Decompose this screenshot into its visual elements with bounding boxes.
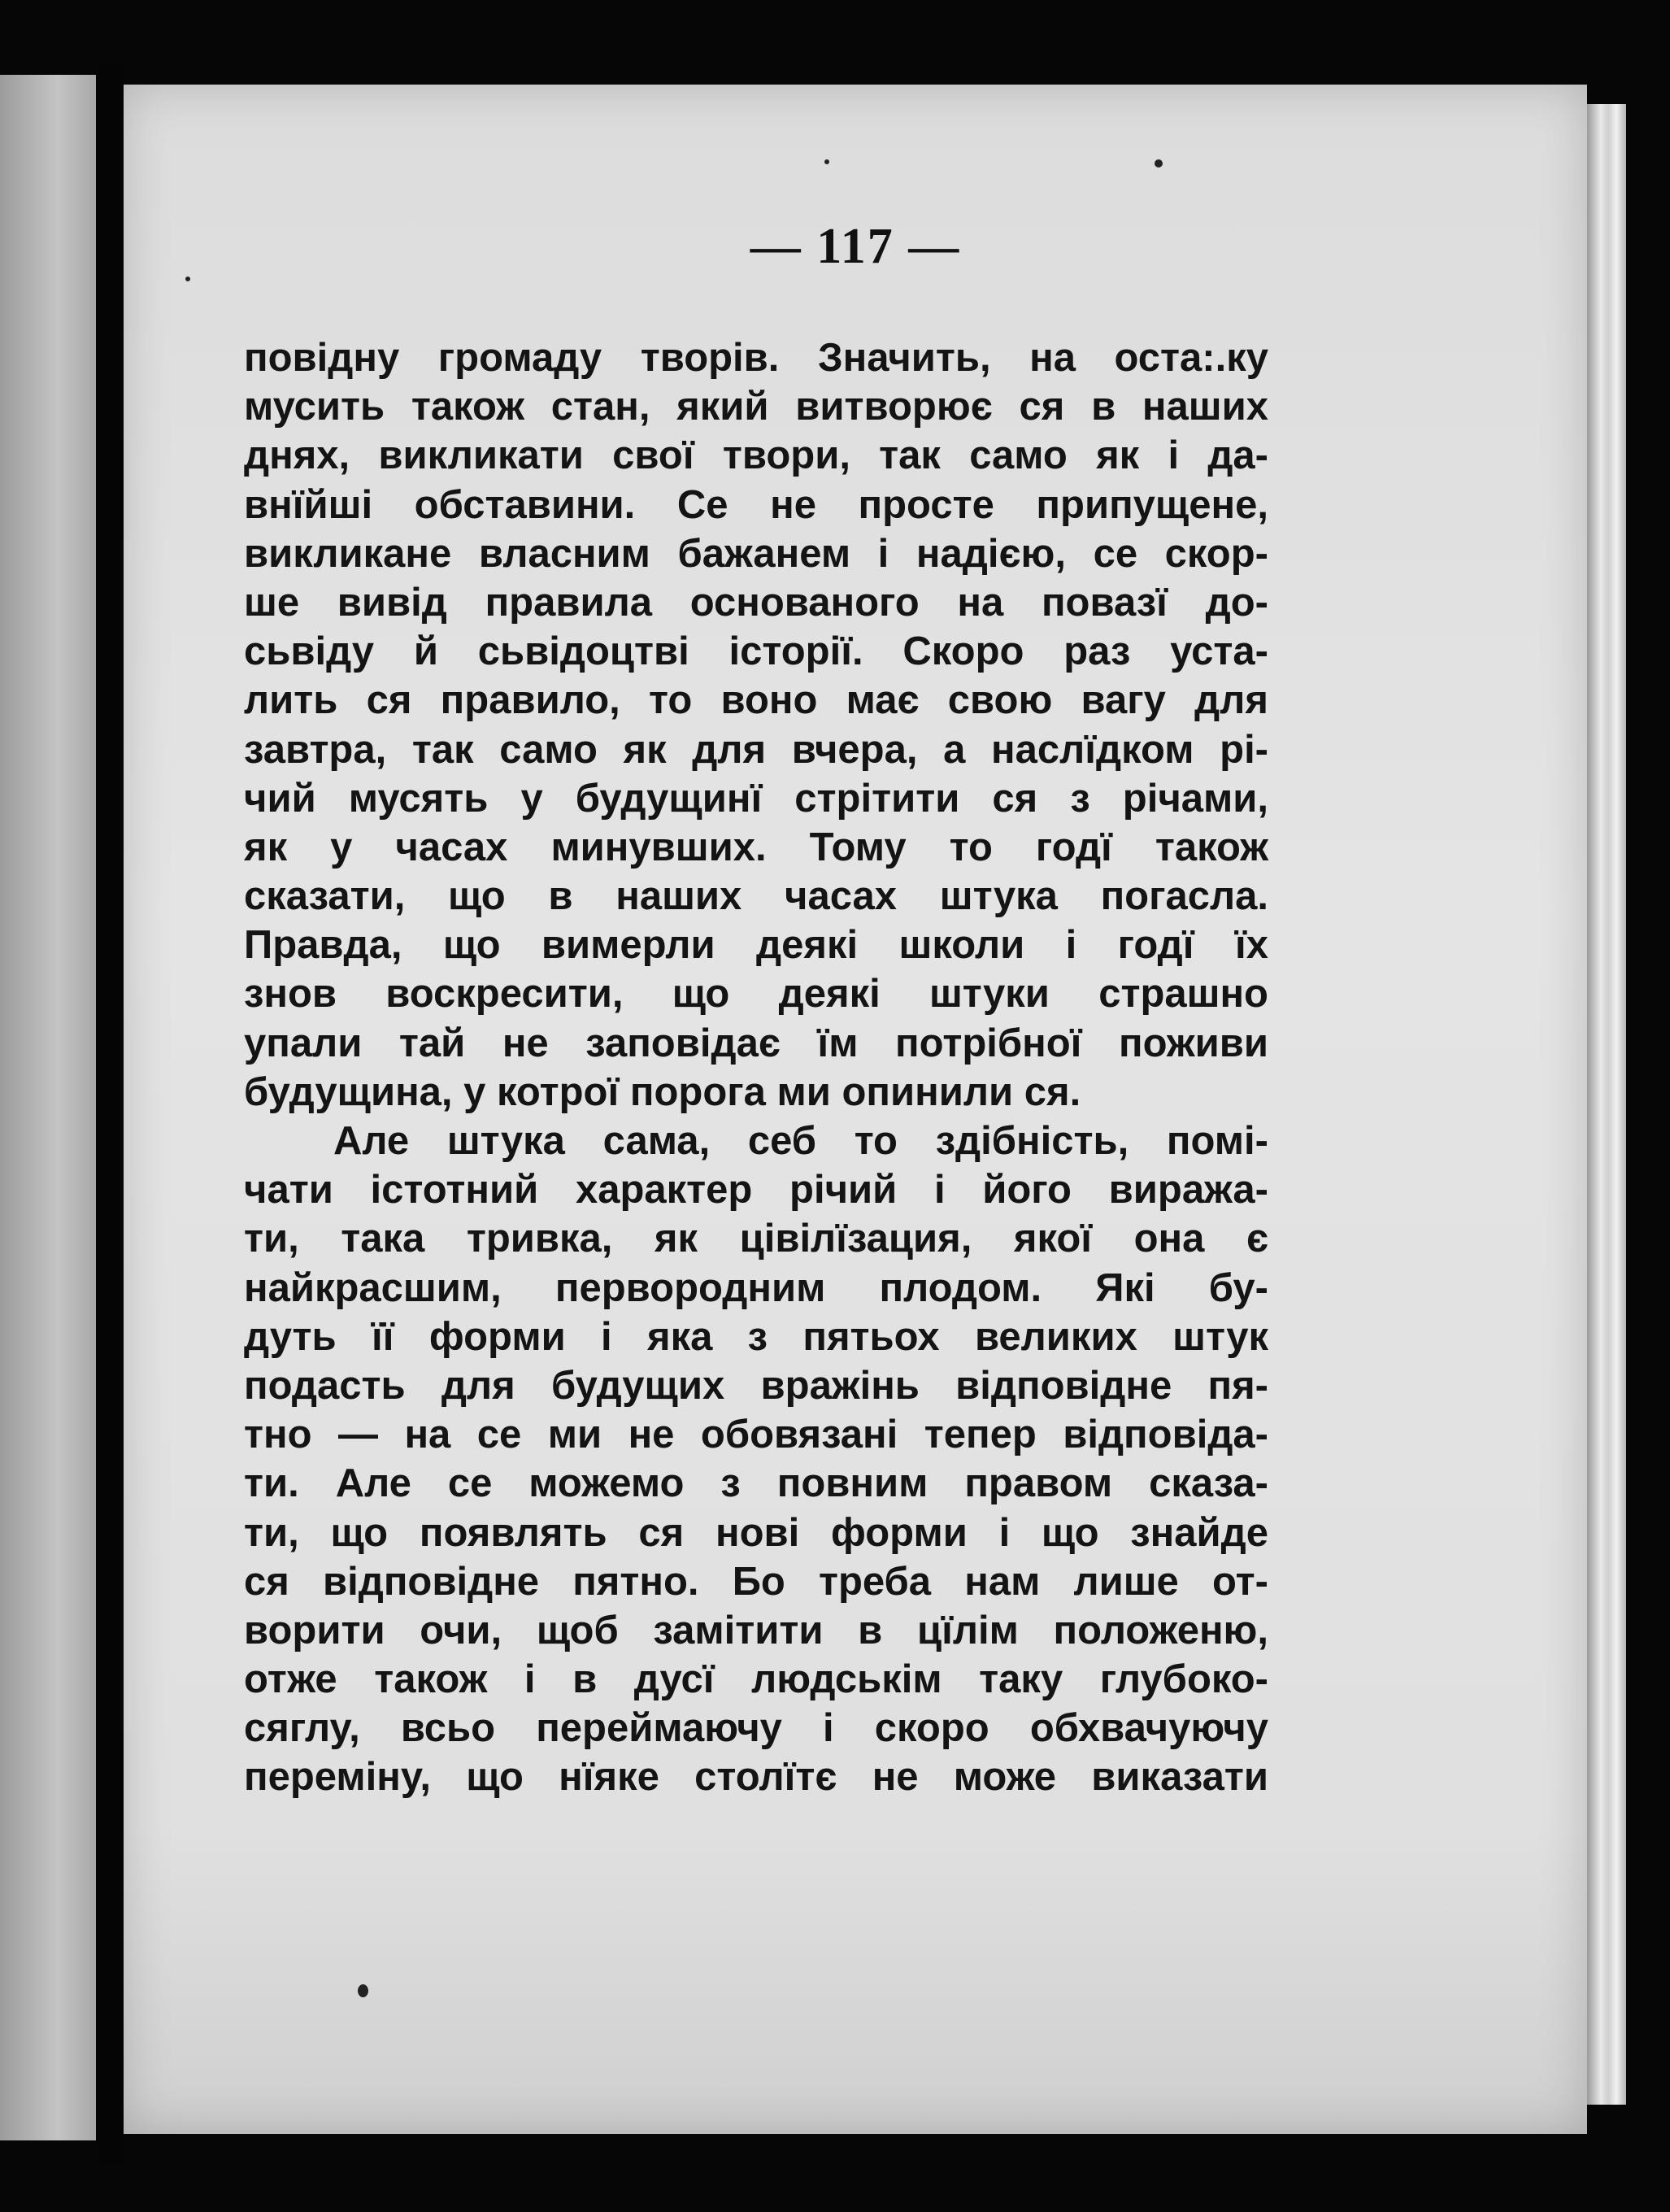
text-line: отже також і в дусї людськім таку глубоко-: [244, 1657, 1268, 1702]
text-line: сказати, що в наших часах штука погасла.: [244, 874, 1268, 919]
text-line: ше вивід правила основаного на повазї до-: [244, 580, 1268, 625]
text-line: як у часах минувших. Тому то годї також: [244, 825, 1268, 869]
right-page-edges: [1587, 104, 1626, 2105]
text-line: повідну громаду творів. Значить, на оста:.ку: [244, 336, 1268, 380]
text-line: ти, що появлять ся нові форми і що знайде: [244, 1510, 1268, 1555]
text-line: лить ся правило, то воно має свою вагу для: [244, 678, 1268, 723]
text-line: переміну, що нїяке столїтє не може виказати: [244, 1755, 1268, 1800]
text-line: дуть її форми і яка з пятьох великих штук: [244, 1314, 1268, 1359]
text-line: Правда, що вимерли деякі школи і годї їх: [244, 923, 1268, 968]
page-number: — 117 —: [750, 219, 961, 274]
text-line: ти. Але се можемо з повним правом сказа-: [244, 1461, 1268, 1506]
text-line: чий мусять у будущинї стрітити ся з річами,: [244, 776, 1268, 821]
text-line: чати істотний характер річий і його виража-: [244, 1168, 1268, 1213]
page-text-block: [244, 333, 1268, 1802]
text-line: внїйші обставини. Се не просте припущене,: [244, 482, 1268, 527]
text-line: ворити очи, щоб замітити в цїлім положеню,: [244, 1608, 1268, 1652]
text-line: знов воскресити, що деякі штуки страшно: [244, 972, 1268, 1017]
text-line: ти, така тривка, як цівілїзация, якої она є: [244, 1217, 1268, 1261]
text-line: мусить також стан, який витворює ся в наших: [244, 385, 1268, 429]
text-line: викликане власним бажанем і надією, се скор-: [244, 531, 1268, 576]
text-line: завтра, так само як для вчера, а наслїдком рі-: [244, 727, 1268, 772]
text-line: ся відповідне пятно. Бо треба нам лише от-: [244, 1559, 1268, 1604]
ink-speck: [358, 1984, 368, 1997]
ink-speck: [824, 159, 829, 164]
text-line: днях, викликати свої твори, так само як і да-: [244, 433, 1268, 478]
ink-speck: [1155, 159, 1163, 168]
text-line: тно — на се ми не обовязані тепер відповіда-: [244, 1413, 1268, 1457]
text-line: сяглу, всьо переймаючу і скоро обхвачуючу: [244, 1706, 1268, 1751]
text-line: найкрасшим, первородним плодом. Які бу-: [244, 1265, 1268, 1310]
left-page-edge: [0, 75, 96, 2140]
text-line: будущина, у котрої порога ми опинили ся.: [244, 1069, 1081, 1114]
text-line: упали тай не заповідає їм потрібної поживи: [244, 1021, 1268, 1065]
paragraph-first-line: Але штука сама, себ то здібність, помі-: [333, 1119, 1268, 1163]
book-gutter: [96, 65, 124, 2163]
text-line: сьвіду й сьвідоцтві історії. Скоро раз уста-: [244, 629, 1268, 674]
text-line: подасть для будущих вражінь відповідне пя-: [244, 1363, 1268, 1408]
ink-speck: [185, 276, 190, 281]
